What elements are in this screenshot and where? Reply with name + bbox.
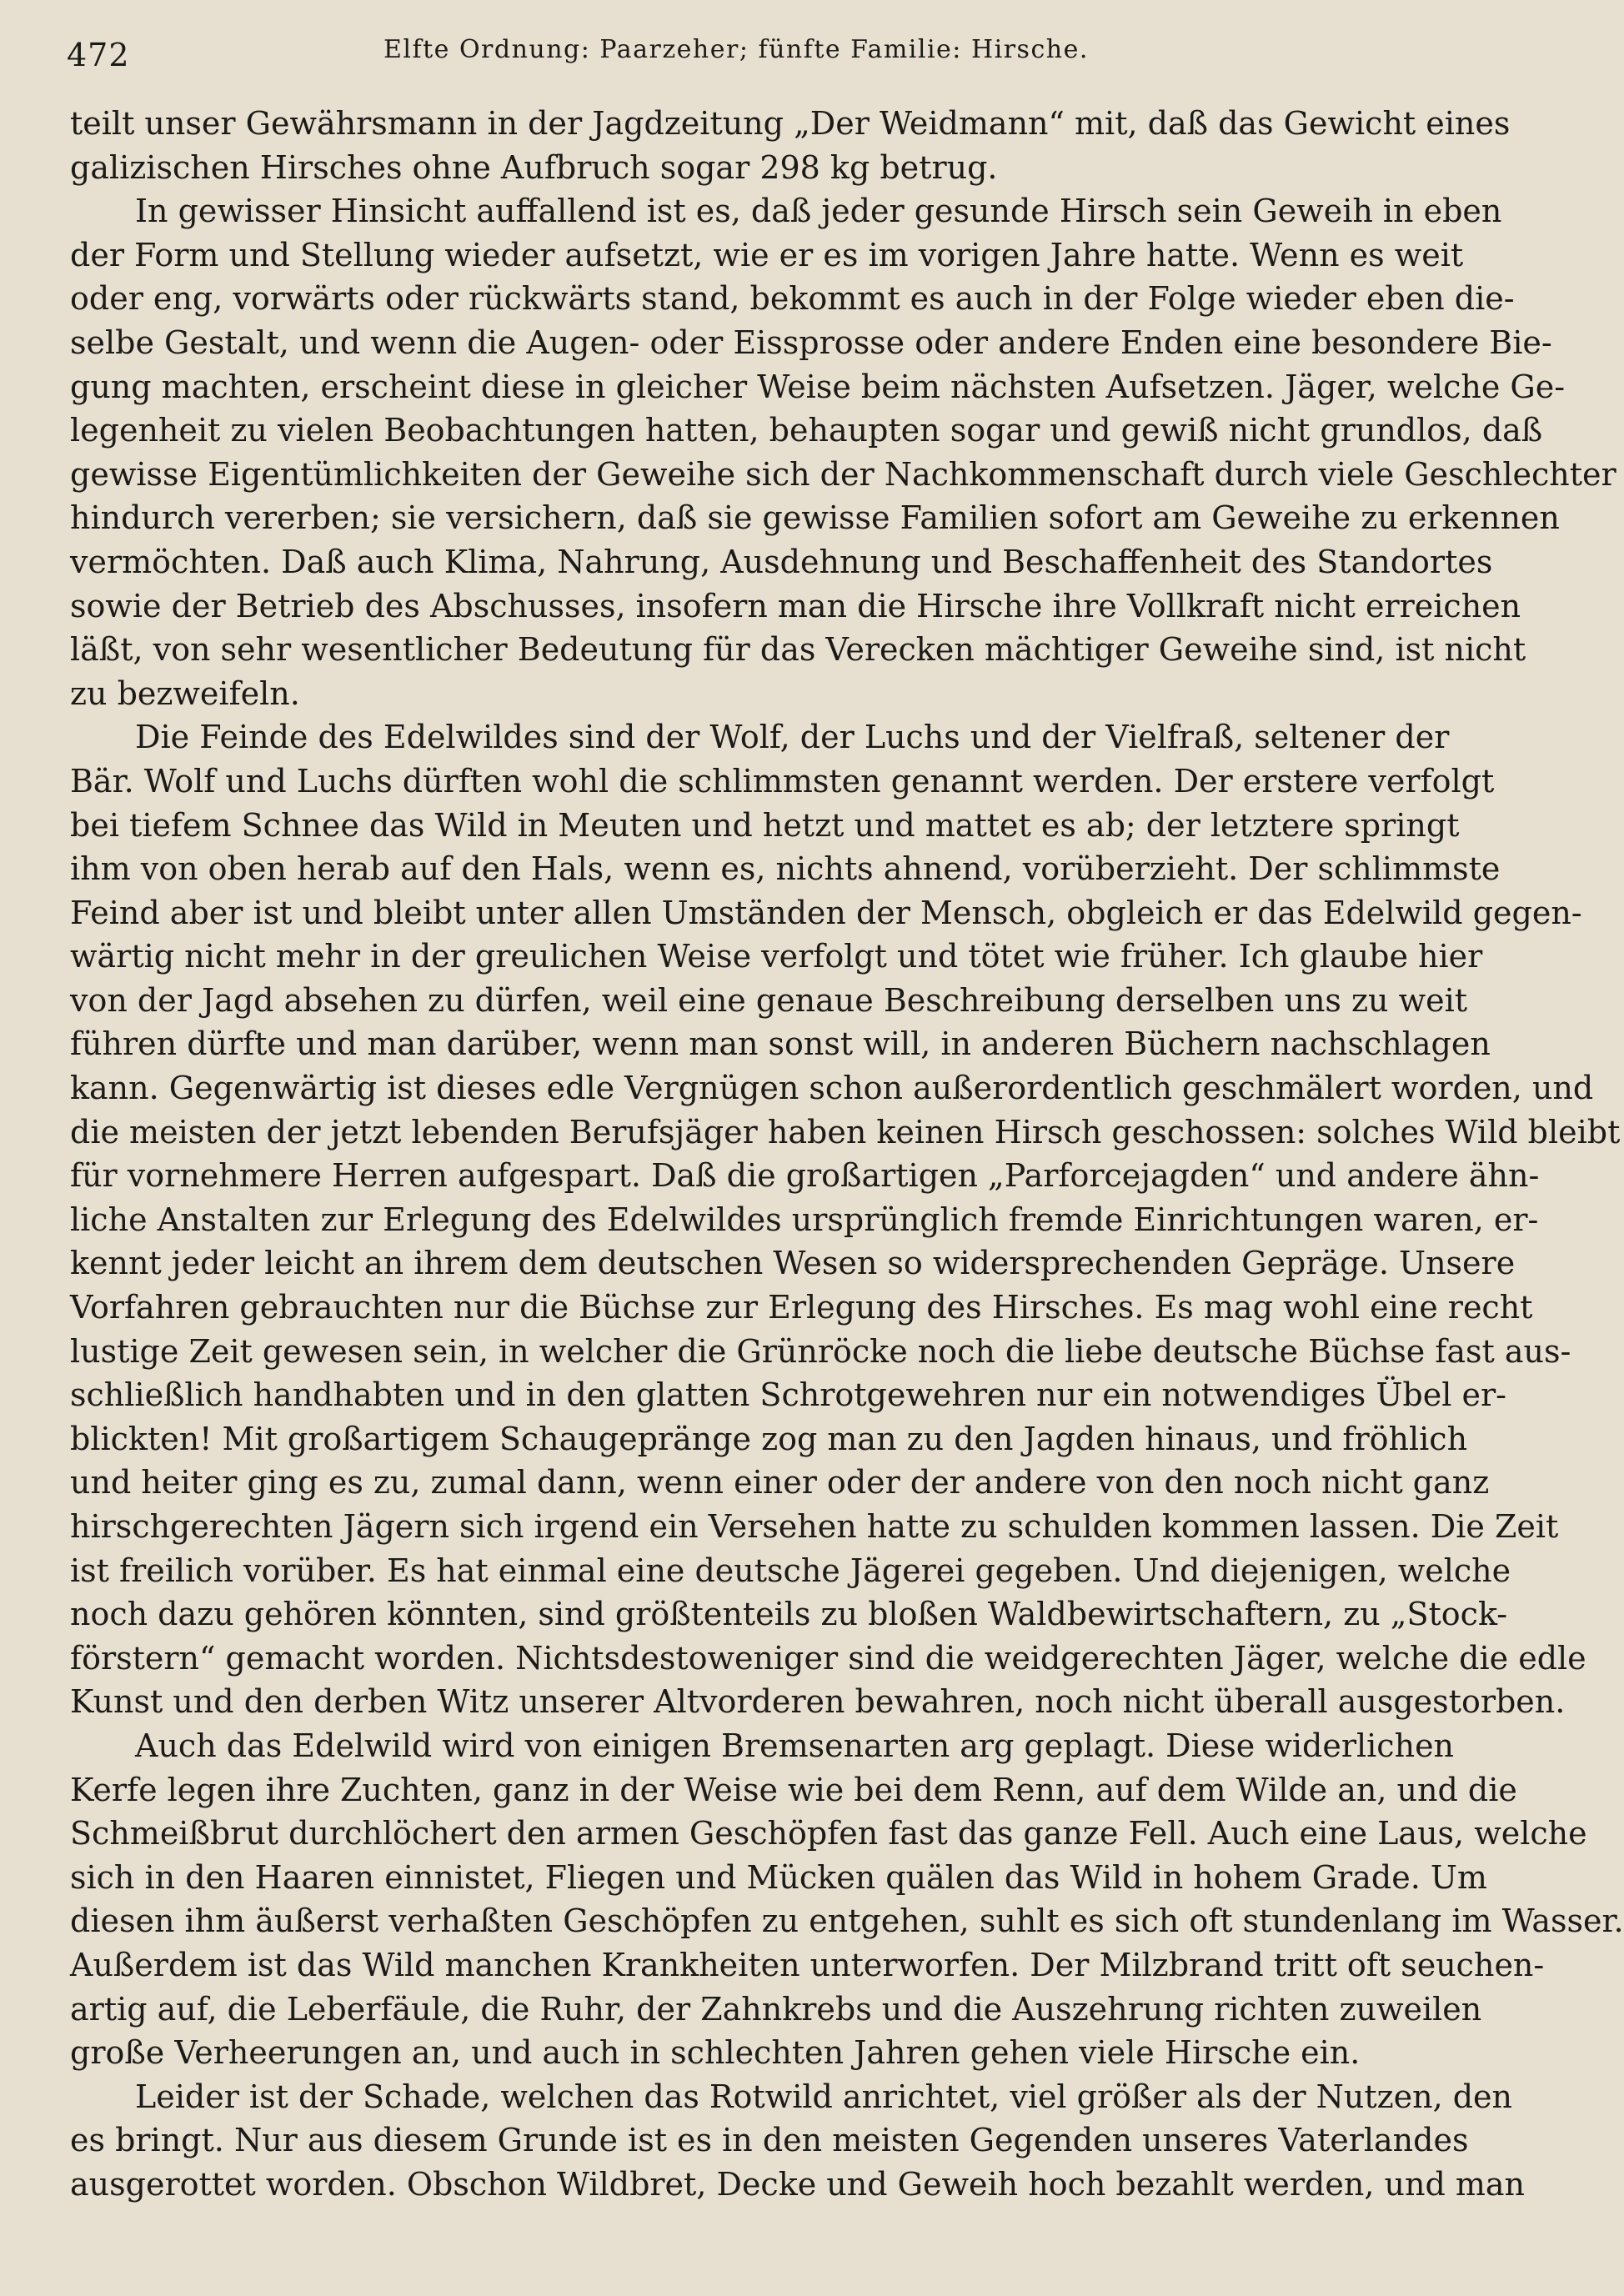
text-line: blickten! Mit großartigem Schaugepränge zog man zu den Jagden hinaus, und fröhlich [70, 1420, 1468, 1457]
text-line: gung machten, erscheint diese in gleicher Weise beim nächsten Aufsetzen. Jäger, welche Ge- [70, 368, 1566, 405]
text-line: Auch das Edelwild wird von einigen Bremsenarten arg geplagt. Diese widerlichen [135, 1727, 1455, 1764]
text-line: zu bezweifeln. [70, 674, 300, 712]
text-line: sich in den Haaren einnistet, Fliegen und Mücken quälen das Wild in hohem Grade. Um [70, 1858, 1487, 1896]
text-line: artig auf, die Leberfäule, die Ruhr, der Zahnkrebs und die Auszehrung richten zuweilen [70, 1990, 1482, 2028]
text-line: kann. Gegenwärtig ist dieses edle Vergnügen schon außerordentlich geschmälert worden, und [70, 1070, 1594, 1107]
text-line: ihm von oben herab auf den Hals, wenn es, nichts ahnend, vorüberzieht. Der schlimmste [70, 850, 1501, 888]
text-line: wärtig nicht mehr in der greulichen Weise verfolgt und tötet wie früher. Ich glaube hier [70, 938, 1483, 975]
page-header [67, 32, 1417, 82]
text-line: diesen ihm äußerst verhaßten Geschöpfen zu entgehen, suhlt es sich oft stundenlang im Wasser. [70, 1902, 1624, 1940]
text-line: läßt, von sehr wesentlicher Bedeutung für das Verecken mächtiger Geweihe sind, ist nicht [70, 631, 1526, 669]
page-number: 472 [67, 37, 130, 73]
text-line: schließlich handhabten und in den glatten Schrotgewehren nur ein notwendiges Übel er- [70, 1376, 1506, 1414]
text-line: und heiter ging es zu, zumal dann, wenn einer oder der andere von den noch nicht ganz [70, 1464, 1490, 1501]
text-line: es bringt. Nur aus diesem Grunde ist es in den meisten Gegenden unseres Vaterlandes [70, 2122, 1469, 2159]
text-line: Außerdem ist das Wild manchen Krankheiten unterworfen. Der Milzbrand tritt oft seuchen- [70, 1946, 1545, 1983]
text-line: sowie der Betrieb des Abschusses, insofern man die Hirsche ihre Vollkraft nicht erreichen [70, 587, 1521, 624]
text-line: Die Feinde des Edelwildes sind der Wolf, der Luchs und der Vielfraß, seltener der [135, 719, 1450, 756]
text-line: In gewisser Hinsicht auffallend ist es, daß jeder gesunde Hirsch sein Geweih in eben [135, 193, 1502, 230]
text-line: selbe Gestalt, und wenn die Augen- oder Eissprosse oder andere Enden eine besondere Bie- [70, 323, 1552, 361]
text-line: bei tiefem Schnee das Wild in Meuten und hetzt und mattet es ab; der letztere springt [70, 806, 1460, 844]
text-line: ausgerottet worden. Obschon Wildbret, Decke und Geweih hoch bezahlt werden, und man [70, 2165, 1526, 2203]
text-line: noch dazu gehören könnten, sind größtenteils zu bloßen Waldbewirtschaftern, zu „Stock- [70, 1596, 1508, 1633]
text-line: gewisse Eigentümlichkeiten der Geweihe sich der Nachkommenschaft durch viele Geschlechter [70, 455, 1616, 493]
text-line: Leider ist der Schade, welchen das Rotwild anrichtet, viel größer als der Nutzen, den [135, 2078, 1513, 2115]
text-line: förstern“ gemacht worden. Nichtsdestoweniger sind die weidgerechten Jäger, welche die edle [70, 1639, 1586, 1677]
text-line: Schmeißbrut durchlöchert den armen Geschöpfen fast das ganze Fell. Auch eine Laus, welche [70, 1815, 1587, 1852]
text-line: hindurch vererben; sie versichern, daß sie gewisse Familien sofort am Geweihe zu erkennen [70, 499, 1560, 537]
text-line: die meisten der jetzt lebenden Berufsjäger haben keinen Hirsch geschossen: solches Wild bleibt [70, 1113, 1621, 1151]
text-line: für vornehmere Herren aufgespart. Daß die großartigen „Parforcejagden“ und andere ähn- [70, 1157, 1540, 1195]
body-text [70, 102, 1624, 2207]
text-line: liche Anstalten zur Erlegung des Edelwildes ursprünglich fremde Einrichtungen waren, er- [70, 1201, 1539, 1238]
text-line: Kerfe legen ihre Zuchten, ganz in der Weise wie bei dem Renn, auf dem Wilde an, und die [70, 1771, 1517, 1808]
text-line: Bär. Wolf und Luchs dürften wohl die schlimmsten genannt werden. Der erstere verfolgt [70, 762, 1495, 800]
text-line: hirschgerechten Jägern sich irgend ein Versehen hatte zu schulden kommen lassen. Die Zeit [70, 1508, 1559, 1545]
text-line: der Form und Stellung wieder aufsetzt, wie er es im vorigen Jahre hatte. Wenn es weit [70, 236, 1464, 273]
text-line: Vorfahren gebrauchten nur die Büchse zur Erlegung des Hirsches. Es mag wohl eine recht [70, 1289, 1533, 1326]
text-line: ist freilich vorüber. Es hat einmal eine deutsche Jägerei gegeben. Und diejenigen, welche [70, 1552, 1511, 1589]
text-line: Feind aber ist und bleibt unter allen Umständen der Mensch, obgleich er das Edelwild gegen- [70, 894, 1582, 931]
text-line: legenheit zu vielen Beobachtungen hatten, behaupten sogar und gewiß nicht grundlos, daß [70, 412, 1543, 449]
text-line: Kunst und den derben Witz unserer Altvorderen bewahren, noch nicht überall ausgestorben. [70, 1683, 1566, 1721]
running-head: Elfte Ordnung: Paarzeher; fünfte Familie: Hirsche. [383, 35, 1089, 64]
text-line: von der Jagd absehen zu dürfen, weil eine genaue Beschreibung derselben uns zu weit [70, 981, 1468, 1019]
text-line: große Verheerungen an, und auch in schlechten Jahren gehen viele Hirsche ein. [70, 2034, 1361, 2072]
text-line: lustige Zeit gewesen sein, in welcher die Grünröcke noch die liebe deutsche Büchse fast aus- [70, 1332, 1571, 1370]
text-line: vermöchten. Daß auch Klima, Nahrung, Ausdehnung und Beschaffenheit des Standortes [70, 543, 1493, 580]
text-line: kennt jeder leicht an ihrem dem deutschen Wesen so widersprechenden Gepräge. Unsere [70, 1245, 1516, 1282]
text-line: oder eng, vorwärts oder rückwärts stand, bekommt es auch in der Folge wieder eben die- [70, 280, 1515, 318]
text-line: führen dürfte und man darüber, wenn man sonst will, in anderen Büchern nachschlagen [70, 1025, 1491, 1063]
text-line: galizischen Hirsches ohne Aufbruch sogar 298 kg betrug. [70, 148, 998, 186]
text-line: teilt unser Gewährsmann in der Jagdzeitung „Der Weidmann“ mit, daß das Gewicht eines [70, 105, 1511, 142]
